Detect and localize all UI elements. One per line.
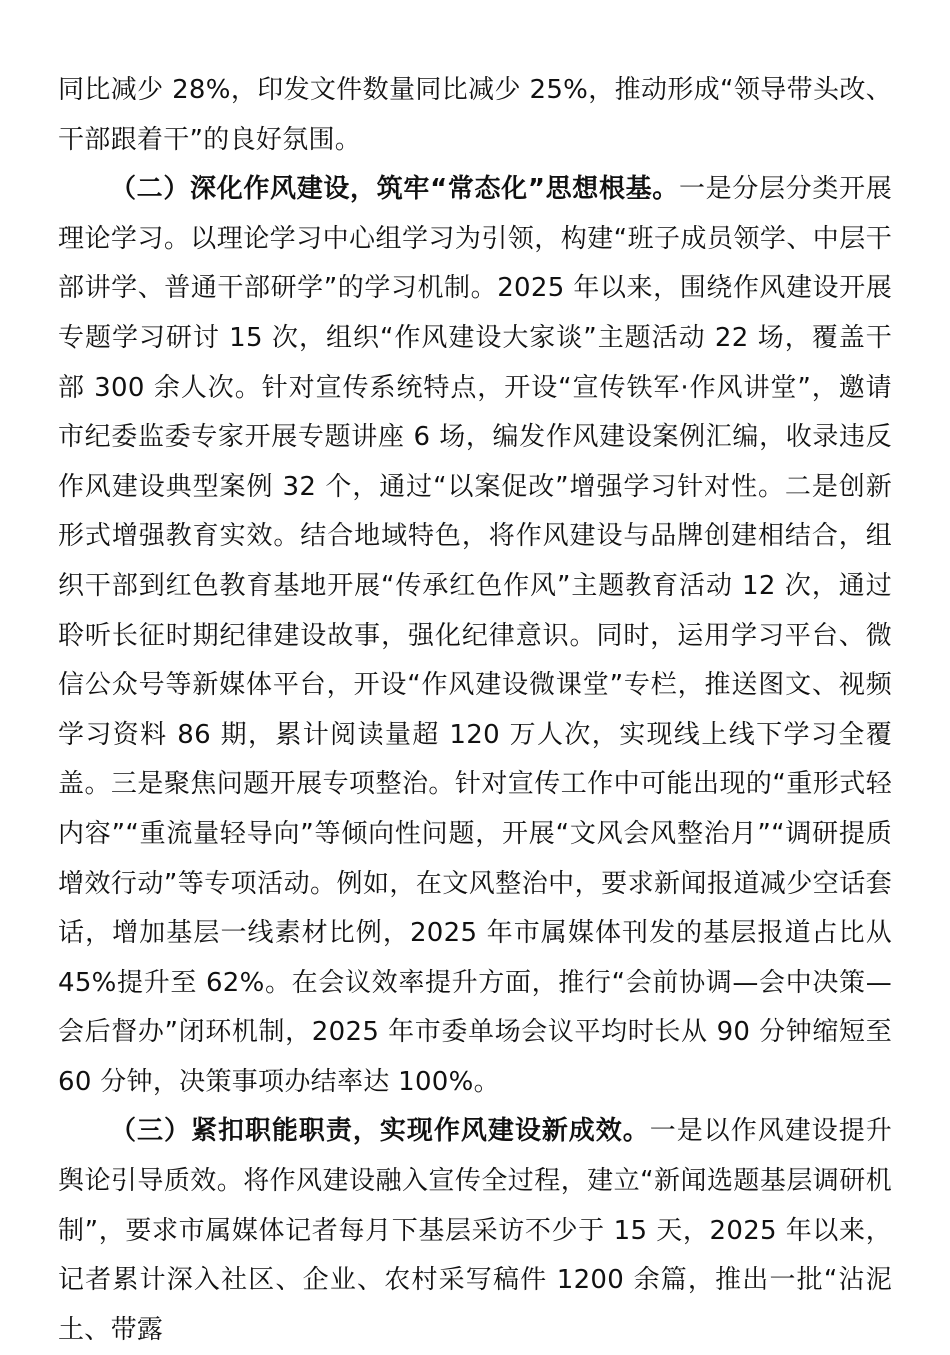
paragraph-continuation (58, 66, 892, 165)
document-page (58, 66, 892, 1355)
paragraph-section-2 (58, 165, 892, 1107)
paragraph-section-3 (58, 1107, 892, 1355)
paragraph-text: 一是以作风建设提升舆论引导质效。将作风建设融入宣传全过程，建立“新闻选题基层调研机制”，要求市属媒体记者每月下基层采访不少于 15 天，2025 年以来，记者累计深入社区、企业、农村采写稿件 1200 余篇，推出一批“沾泥土、带露 (58, 1116, 892, 1345)
section-heading: （三）紧扣职能职责，实现作风建设新成效。 (110, 1116, 650, 1147)
paragraph-text: 同比减少 28%，印发文件数量同比减少 25%，推动形成“领导带头改、干部跟着干”的良好氛围。 (58, 75, 892, 155)
section-heading: （二）深化作风建设，筑牢“常态化”思想根基。 (110, 174, 679, 205)
paragraph-text: 一是分层分类开展理论学习。以理论学习中心组学习为引领，构建“班子成员领学、中层干部讲学、普通干部研学”的学习机制。2025 年以来，围绕作风建设开展专题学习研讨 15 次，组织“作风建设大家谈”主题活动 22 场，覆盖干部 300 余人次。针对宣传系统特点，开设“宣传铁军·作风讲堂”，邀请市纪委监委专家开展专题讲座 6 场，编发作风建设案例汇编，收录违反作风建设典型案例 32 个，通过“以案促改”增强学习针对性。二是创新形式增强教育实效。结合地域特色，将作风建设与品牌创建相结合，组织干部到红色教育基地开展“传承红色作风”主题教育活动 12 次，通过聆听长征时期纪律建设故事，强化纪律意识。同时，运用学习平台、微信公众号等新媒体平台，开设“作风建设微课堂”专栏，推送图文、视频学习资料 86 期，累计阅读量超 120 万人次，实现线上线下学习全覆盖。三是聚焦问题开展专项整治。针对宣传工作中可能出现的“重形式轻内容”“重流量轻导向”等倾向性问题，开展“文风会风整治月”“调研提质增效行动”等专项活动。例如，在文风整治中，要求新闻报道减少空话套话，增加基层一线素材比例，2025 年市属媒体刊发的基层报道占比从 45%提升至 62%。在会议效率提升方面，推行“会前协调—会中决策—会后督办”闭环机制，2025 年市委单场会议平均时长从 90 分钟缩短至 60 分钟，决策事项办结率达 100%。 (58, 174, 892, 1097)
